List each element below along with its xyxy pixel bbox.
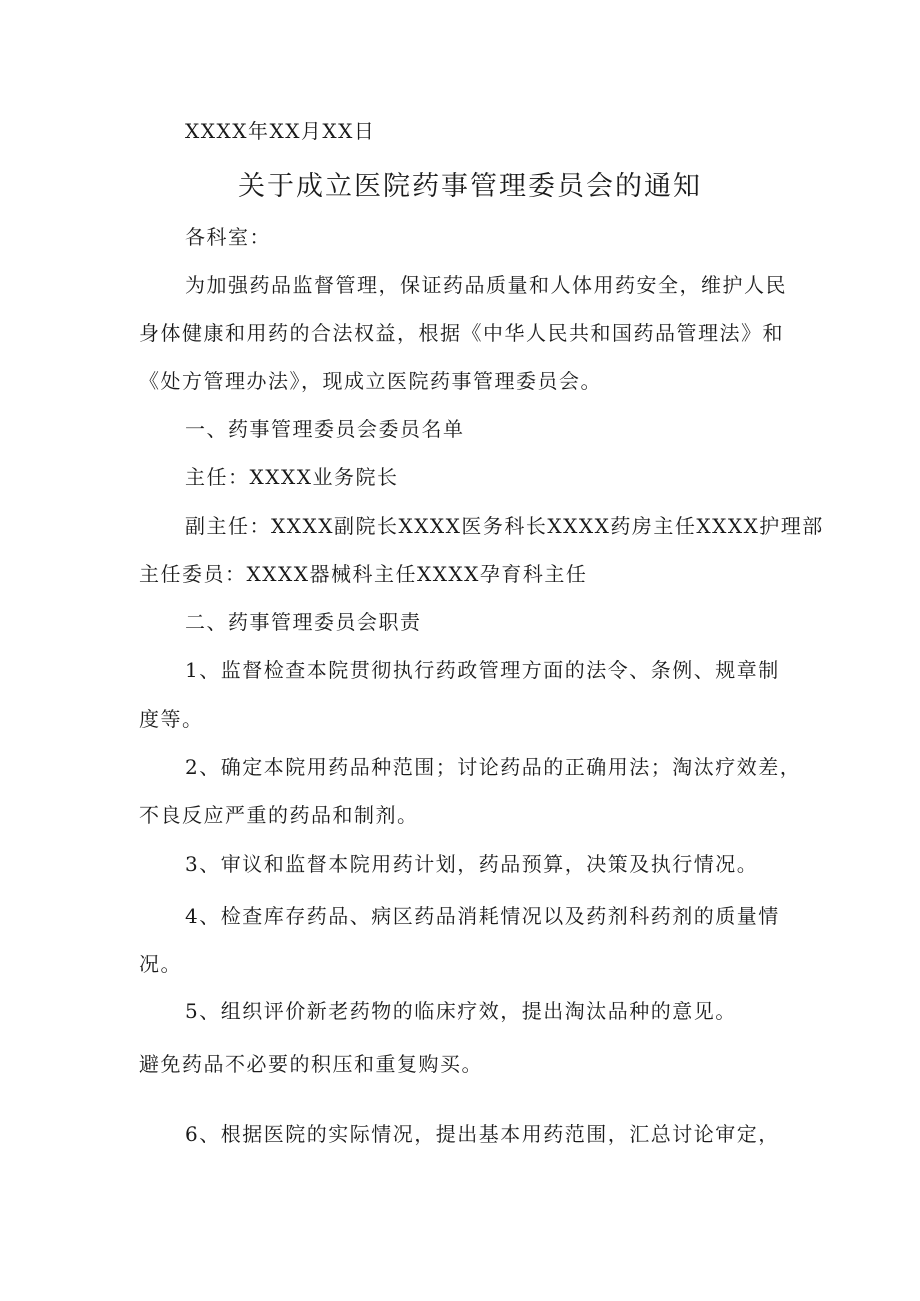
duty-3-line: 3、审议和监督本院用药计划，药品预算，决策及执行情况。 [185,852,759,876]
duty-5-line: 5、组织评价新老药物的临床疗效，提出淘汰品种的意见。 [185,999,737,1023]
duty-1-line-1: 1、监督检查本院贯彻执行药政管理方面的法令、条例、规章制 [185,658,780,682]
duty-1-line-2: 度等。 [139,707,204,731]
document-date: XXXX年XX月XX日 [185,119,376,143]
vice-director-line: 副主任：XXXX副院长XXXX医务科长XXXX药房主任XXXX护理部 [185,514,824,538]
duty-6-line: 6、根据医院的实际情况，提出基本用药范围，汇总讨论审定， [185,1122,780,1146]
intro-line-3: 《处方管理办法》，现成立医院药事管理委员会。 [139,369,602,393]
section-2-heading: 二、药事管理委员会职责 [185,610,422,634]
document-title: 关于成立医院药事管理委员会的通知 [238,171,702,202]
duty-4-line-2: 况。 [139,952,182,976]
director-line: 主任：XXXX业务院长 [185,465,399,489]
salutation: 各科室： [185,225,271,249]
duty-5-extra-line: 避免药品不必要的积压和重复购买。 [139,1052,483,1076]
duty-2-line-1: 2、确定本院用药品种范围；讨论药品的正确用法；淘汰疗效差， [185,755,802,779]
intro-line-1: 为加强药品监督管理，保证药品质量和人体用药安全，维护人民 [185,273,787,297]
committee-members-line: 主任委员：XXXX器械科主任XXXX孕育科主任 [139,562,588,586]
intro-line-2: 身体健康和用药的合法权益，根据《中华人民共和国药品管理法》和 [139,321,784,345]
duty-4-line-1: 4、检查库存药品、病区药品消耗情况以及药剂科药剂的质量情 [185,904,780,928]
section-1-heading: 一、药事管理委员会委员名单 [185,417,465,441]
duty-2-line-2: 不良反应严重的药品和制剂。 [139,803,419,827]
